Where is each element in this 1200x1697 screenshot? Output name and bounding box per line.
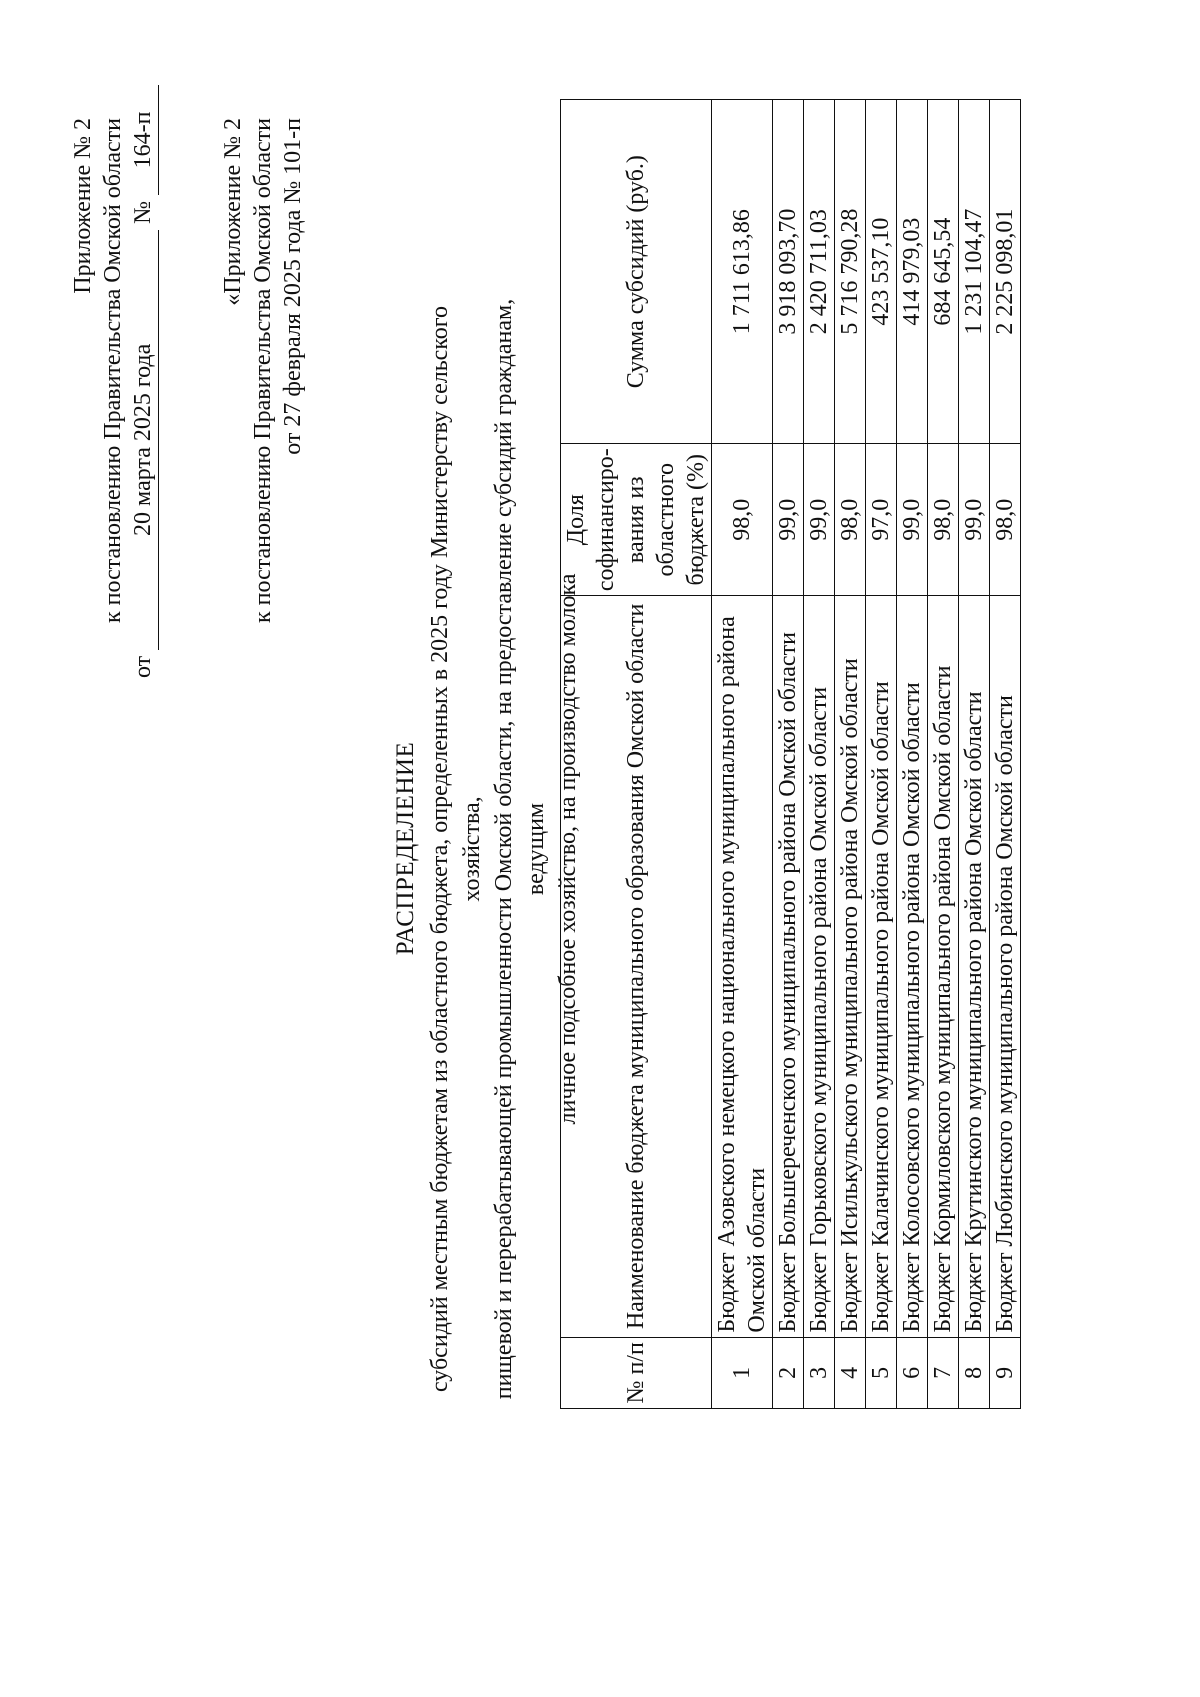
row-number: 5	[866, 1337, 897, 1408]
budget-name: Бюджет Большереченского муниципального района Омской области	[773, 596, 804, 1337]
cofinancing-share: 98,0	[835, 444, 866, 596]
cofinancing-share: 98,0	[928, 444, 959, 596]
cofinancing-share: 97,0	[866, 444, 897, 596]
previous-resolution-reference: к постановлению Правительства Омской области	[250, 118, 276, 624]
subsidy-amount: 2 420 711,03	[804, 100, 835, 444]
cofinancing-share: 99,0	[959, 444, 990, 596]
subtitle-line: пищевой и перерабатывающей промышленности Омской области, на предоставление субсидий гражданам, ведущим	[491, 298, 549, 1400]
header-sum: Сумма субсидий (руб.)	[561, 100, 712, 444]
row-number: 4	[835, 1337, 866, 1408]
subsidy-amount: 1 231 104,47	[959, 100, 990, 444]
subsidy-amount: 684 645,54	[928, 100, 959, 444]
table-row	[804, 100, 835, 1409]
subsidy-amount: 1 711 613,86	[712, 100, 773, 444]
cofinancing-share: 98,0	[990, 444, 1021, 596]
resolution-number: 164-п	[128, 85, 159, 195]
table-row	[990, 100, 1021, 1409]
budget-name: Бюджет Калачинского муниципального района Омской области	[866, 596, 897, 1337]
subsidy-amount: 423 537,10	[866, 100, 897, 444]
header-name: Наименование бюджета муниципального образования Омской области	[561, 596, 712, 1337]
budget-name: Бюджет Любинского муниципального района Омской области	[990, 596, 1021, 1337]
row-number: 1	[712, 1337, 773, 1408]
budget-name: Бюджет Горьковского муниципального района Омской области	[804, 596, 835, 1337]
resolution-date-line	[128, 111, 159, 678]
budget-name: Бюджет Азовского немецкого национального муниципального района Омской области	[712, 596, 773, 1337]
subsidy-amount: 3 918 093,70	[773, 100, 804, 444]
budget-name: Бюджет Кормиловского муниципального района Омской области	[928, 596, 959, 1337]
subtitle-line: личное подсобное хозяйство, на производство молока	[555, 573, 581, 1125]
document-title: РАСПРЕДЕЛЕНИЕ	[392, 741, 419, 956]
budget-name: Бюджет Крутинского муниципального района Омской области	[959, 596, 990, 1337]
table-header-row	[561, 100, 712, 1409]
row-number: 6	[897, 1337, 928, 1408]
previous-appendix-title: «Приложение № 2	[220, 118, 246, 306]
appendix-header	[68, 111, 159, 678]
header-share: Доля софинансиро-вания из областного бюджета (%)	[561, 444, 712, 596]
previous-resolution-date: от 27 февраля 2025 года № 101-п	[280, 118, 306, 455]
table-row	[835, 100, 866, 1409]
cofinancing-share: 99,0	[804, 444, 835, 596]
distribution-table	[560, 99, 1021, 1409]
table-body	[712, 100, 1021, 1409]
table-row	[928, 100, 959, 1409]
row-number: 9	[990, 1337, 1021, 1408]
row-number: 7	[928, 1337, 959, 1408]
header-num: № п/п	[561, 1337, 712, 1408]
previous-appendix-header	[218, 118, 308, 638]
table-row	[712, 100, 773, 1409]
table-row	[773, 100, 804, 1409]
budget-name: Бюджет Колосовского муниципального района Омской области	[897, 596, 928, 1337]
cofinancing-share: 98,0	[712, 444, 773, 596]
table-row	[959, 100, 990, 1409]
resolution-date: 20 марта 2025 года	[128, 230, 159, 650]
row-number: 8	[959, 1337, 990, 1408]
number-prefix: №	[130, 200, 156, 224]
row-number: 2	[773, 1337, 804, 1408]
date-prefix: от	[130, 655, 156, 678]
row-number: 3	[804, 1337, 835, 1408]
subsidy-amount: 414 979,03	[897, 100, 928, 444]
resolution-reference: к постановлению Правительства Омской области	[100, 118, 126, 624]
table-row	[897, 100, 928, 1409]
subsidy-amount: 2 225 098,01	[990, 100, 1021, 444]
cofinancing-share: 99,0	[897, 444, 928, 596]
cofinancing-share: 99,0	[773, 444, 804, 596]
budget-name: Бюджет Исилькульского муниципального района Омской области	[835, 596, 866, 1337]
appendix-title: Приложение № 2	[70, 118, 96, 294]
table-row	[866, 100, 897, 1409]
subsidy-amount: 5 716 790,28	[835, 100, 866, 444]
subtitle-line: субсидий местным бюджетам из областного бюджета, определенных в 2025 году Министерству сельского хозяйства,	[427, 305, 485, 1393]
